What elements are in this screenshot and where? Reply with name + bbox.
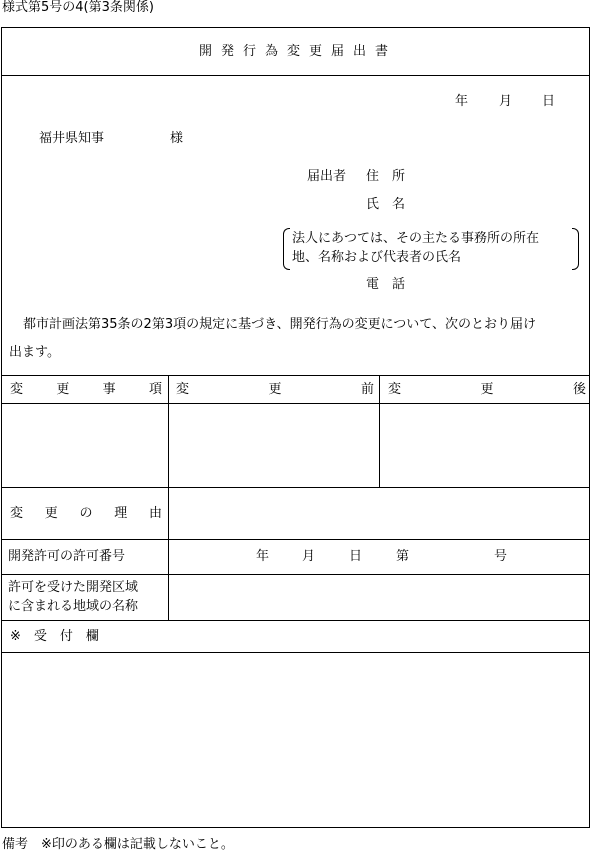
footer-note: 備考 ※印のある欄は記載しないこと。 [2,837,234,852]
notifier-label: 届出者 [307,169,347,184]
table-top-line [1,375,590,376]
addressee-honorific: 様 [170,131,184,146]
title-divider [1,75,590,76]
permit-row-bottom-line [1,574,590,575]
reception-header-bottom-line [1,652,590,653]
reception-label: ※ 受 付 欄 [10,629,99,644]
name-label: 氏 名 [366,197,406,212]
header-before-text: 変 更 前 [176,382,374,397]
row-permit-label: 開発許可の許可番号 [8,549,126,564]
header-change-item-text: 変 更 事 項 [10,382,162,397]
reason-row-bottom-line [1,539,590,540]
date-day-label: 日 [542,94,556,109]
permit-go: 号 [494,549,508,564]
corporate-note [283,228,579,270]
addressee-name: 福井県知事 [39,131,105,146]
left-bracket-icon [283,228,290,270]
right-bracket-icon [572,228,579,270]
date-month-label: 月 [499,94,513,109]
corporate-note-line1: 法人にあつては、その主たる事務所の所在 [292,231,540,246]
corporate-note-line2: 地、名称および代表者の氏名 [292,250,462,265]
row-area-label-line2: に含まれる地域の名称 [8,599,139,614]
area-row-bottom-line [1,620,590,621]
body-text-line2: 出ます。 [9,345,60,360]
col-divider-1 [168,375,169,620]
date-year-label: 年 [455,94,469,109]
row-reason-label [10,506,162,522]
row-area-label-line1: 許可を受けた開発区域 [8,580,139,595]
permit-dai: 第 [396,549,410,564]
row-reason-text: 変 更 の 理 由 [10,506,162,521]
header-change-item [10,382,162,398]
change-row-bottom-line [1,487,590,488]
permit-day: 日 [349,549,363,564]
body-text-line1: 都市計画法第35条の2第3項の規定に基づき、開発行為の変更について、次のとおり届け [23,317,537,332]
form-title: 開発行為変更届出書 [199,44,398,59]
header-before [176,382,374,398]
form-number: 様式第5号の4(第3条関係) [2,0,154,15]
permit-year: 年 [256,549,270,564]
header-after-text: 変 更 後 [388,382,586,397]
col-divider-2 [379,375,380,487]
permit-month: 月 [302,549,316,564]
header-bottom-line [1,403,590,404]
form-frame [1,27,590,828]
header-after [388,382,586,398]
phone-label: 電 話 [366,277,406,292]
address-label: 住 所 [366,169,406,184]
